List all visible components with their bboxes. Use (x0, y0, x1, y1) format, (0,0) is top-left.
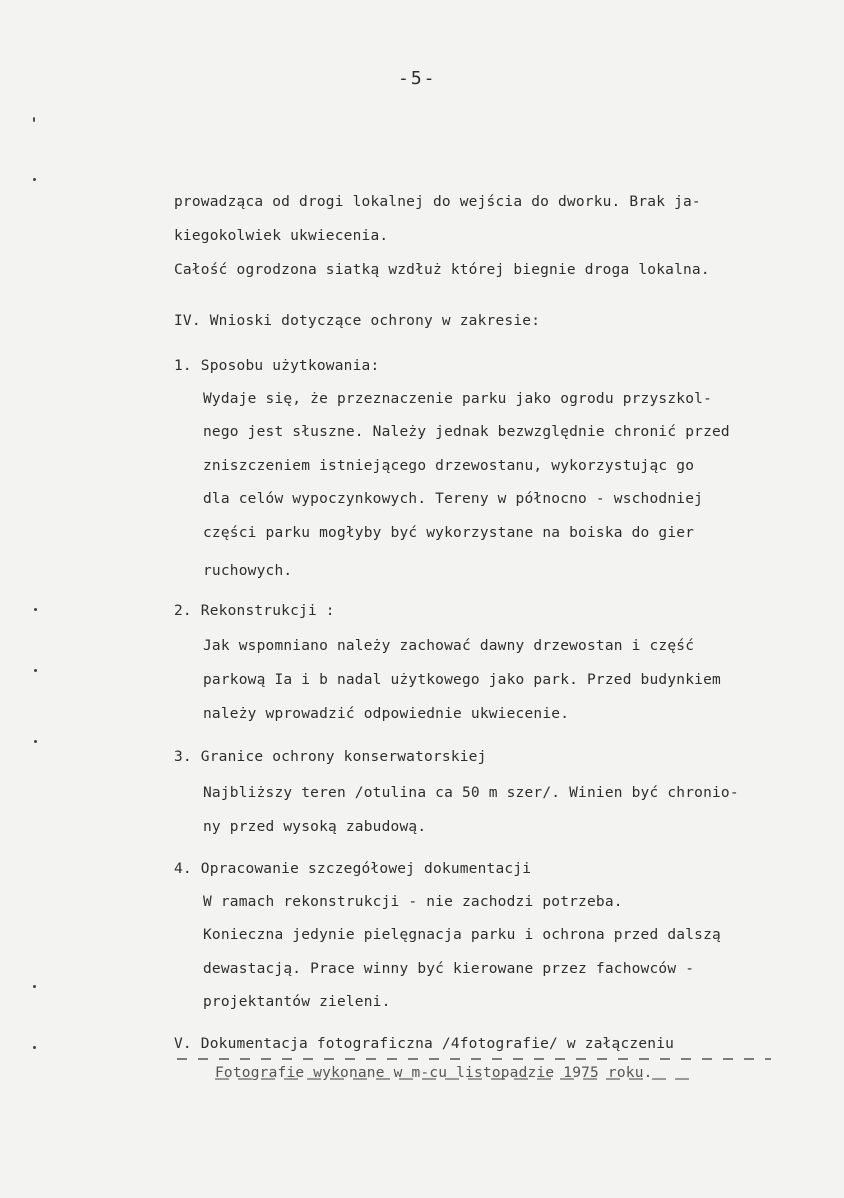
text-line: Najbliższy teren /otulina ca 50 m szer/. Winien być chronio- (203, 785, 739, 801)
text-line: Wydaje się, że przeznaczenie parku jako ogrodu przyszkol- (203, 391, 712, 407)
section-heading-iv: IV. Wnioski dotyczące ochrony w zakresie: (174, 313, 541, 329)
text-line: Konieczna jedynie pielęgnacja parku i ochrona przed dalszą (203, 927, 721, 943)
subsection-heading-1: 1. Sposobu użytkowania: (174, 358, 380, 374)
page-number: -5- (398, 68, 437, 89)
text-line: części parku mogłyby być wykorzystane na boiska do gier (203, 525, 695, 541)
text-line: projektantów zieleni. (203, 994, 391, 1010)
text-line: W ramach rekonstrukcji - nie zachodzi potrzeba. (203, 894, 623, 910)
text-line: dewastacją. Prace winny być kierowane przez fachowców - (203, 961, 695, 977)
subsection-heading-3: 3. Granice ochrony konserwatorskiej (174, 749, 487, 765)
text-line: kiegokolwiek ukwiecenia. (174, 228, 389, 244)
subsection-heading-2: 2. Rekonstrukcji : (174, 603, 335, 619)
text-line: Całość ogrodzona siatką wzdłuż której biegnie droga lokalna. (174, 262, 710, 278)
margin-mark (34, 669, 37, 672)
text-line: Jak wspomniano należy zachować dawny drzewostan i część (203, 638, 695, 654)
text-line: należy wprowadzić odpowiednie ukwiecenie. (203, 706, 570, 722)
margin-mark (33, 178, 36, 181)
margin-mark (34, 740, 37, 743)
text-line: prowadząca od drogi lokalnej do wejścia do dworku. Brak ja- (174, 194, 701, 210)
section-heading-v: V. Dokumentacja fotograficzna /4fotografie/ w załączeniu (174, 1036, 675, 1052)
margin-mark (33, 117, 35, 122)
text-line: ny przed wysoką zabudową. (203, 819, 427, 835)
margin-mark (34, 608, 37, 611)
text-line: Fotografie wykonane w m-cu listopadzie 1975 roku. (215, 1065, 653, 1081)
text-line: zniszczeniem istniejącego drzewostanu, wykorzystując go (203, 458, 695, 474)
text-line: nego jest słuszne. Należy jednak bezwzględnie chronić przed (203, 424, 730, 440)
margin-mark (33, 1046, 36, 1049)
text-line: parkową Ia i b nadal użytkowego jako park. Przed budynkiem (203, 672, 721, 688)
dashed-line-decoration (175, 1053, 775, 1083)
margin-mark (33, 985, 36, 988)
text-line: ruchowych. (203, 563, 293, 579)
subsection-heading-4: 4. Opracowanie szczegółowej dokumentacji (174, 861, 532, 877)
text-line: dla celów wypoczynkowych. Tereny w północno - wschodniej (203, 491, 704, 507)
